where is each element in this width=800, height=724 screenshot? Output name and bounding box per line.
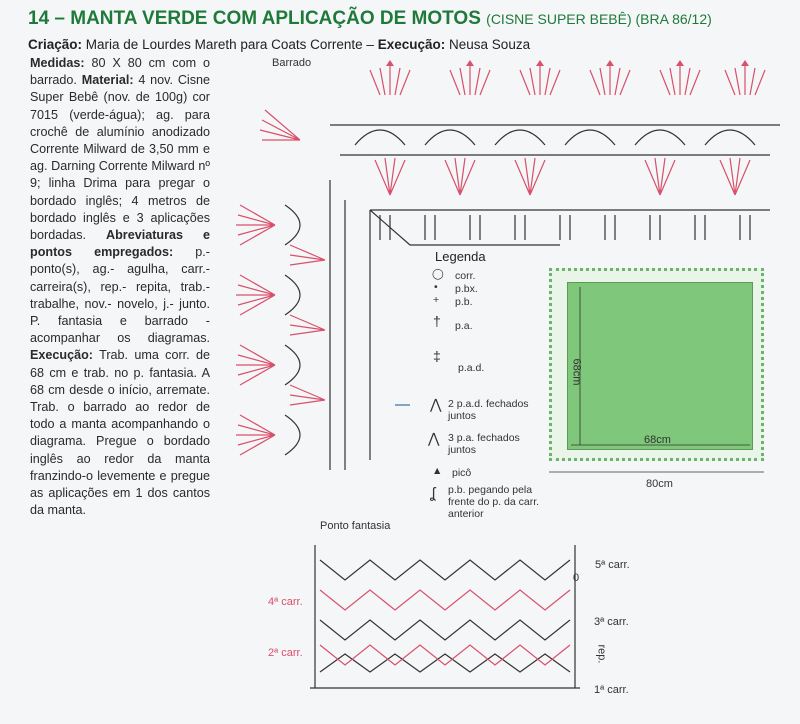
chain-icon: ◯ (432, 268, 444, 280)
credits-label-creation: Criação: (28, 37, 83, 52)
ponto-fantasia-label: Ponto fantasia (320, 520, 391, 532)
legend-item-pb: p.b. (455, 296, 473, 308)
single-crochet-icon: + (433, 294, 440, 306)
legend-item-pico: picô (452, 467, 472, 479)
double-crochet-icon: † (433, 313, 441, 329)
abreviaturas-label: Abreviaturas e pontos empregados: (30, 228, 211, 260)
legend-title: Legenda (435, 249, 486, 264)
legend-item-pb-frente: p.b. pegando pela frente do p. da carr. anterior (448, 484, 540, 520)
picot-icon: ▲ (432, 465, 443, 477)
blanket-outer-label: 80cm (646, 478, 673, 490)
row-label-5: 5ª carr. (595, 559, 630, 571)
two-treble-together-icon: ⋀ (430, 396, 442, 412)
legend-item-3pa: 3 p.a. fechados juntos (448, 432, 520, 456)
medidas-label: Medidas: (30, 56, 85, 70)
barrado-label: Barrado (272, 57, 312, 69)
execucao-label: Execução: (30, 348, 93, 363)
row-label-3: 3ª carr. (594, 616, 629, 628)
abreviaturas-text: p.- ponto(s), ag.- agulha, carr.- carreira(s), rep.- repita, trab.- trabalhe, nov.- novelo, j.- junto. P. fantasia e barrado - acompanhar os diagramas. (30, 245, 210, 346)
credits-creator: Maria de Lourdes Mareth para Coats Corrente – (85, 37, 374, 52)
credits-executor: Neusa Souza (449, 37, 531, 52)
slip-stitch-icon: • (434, 281, 438, 293)
front-post-sc-icon: ʆ (430, 485, 436, 502)
row-label-2: 2ª carr. (268, 647, 303, 659)
row-number-zero: 0 (573, 572, 580, 584)
treble-crochet-icon: ‡ (433, 348, 441, 364)
legend-item-pbx: p.bx. (455, 283, 478, 295)
three-dc-together-icon: ⋀ (428, 430, 440, 446)
medidas-text: 80 X 80 cm com o barrado. (30, 56, 210, 88)
page-subtitle: (CISNE SUPER BEBÊ) (BRA 86/12) (486, 11, 712, 27)
material-text: 4 nov. Cisne Super Bebê (nov. de 100g) cor 7015 (verde-água); ag. para crochê de alumínio anodizado Corrente Milward de 3,50 mm e ag. Darning Corrente Milward nº 9; linha Drima para pregar o bordado inglês; 4 metros de bordado inglês e 3 aplicações bordadas. (30, 73, 211, 243)
execucao-text: Trab. uma corr. de 68 cm e trab. no p. fantasia. A 68 cm desde o início, arremate. Trab. o barrado ao redor de todo a manta acompanhando o diagrama. Pregue o bordado inglês ao redor da manta franzindo-o levemente e pregue as aplicações em 1 dos cantos da manta. (30, 348, 210, 518)
blanket-height-label: 68cm (570, 358, 583, 386)
page-title: 14 – MANTA VERDE COM APLICAÇÃO DE MOTOS (CISNE SUPER BEBÊ) (BRA 86/12) (28, 8, 712, 29)
legend-item-pad: p.a.d. (458, 362, 485, 374)
material-label: Material: (81, 73, 134, 88)
legend-item-2pad: 2 p.a.d. fechados juntos (448, 398, 529, 422)
credits-label-execution: Execução: (377, 37, 446, 52)
legend-item-corr: corr. (455, 270, 476, 282)
blanket-width-label: 68cm (644, 434, 671, 446)
rep-label: rep. (595, 644, 608, 664)
row-label-4: 4ª carr. (268, 596, 303, 608)
legend-item-pa: p.a. (455, 320, 473, 332)
row-label-1: 1ª carr. (594, 684, 629, 696)
